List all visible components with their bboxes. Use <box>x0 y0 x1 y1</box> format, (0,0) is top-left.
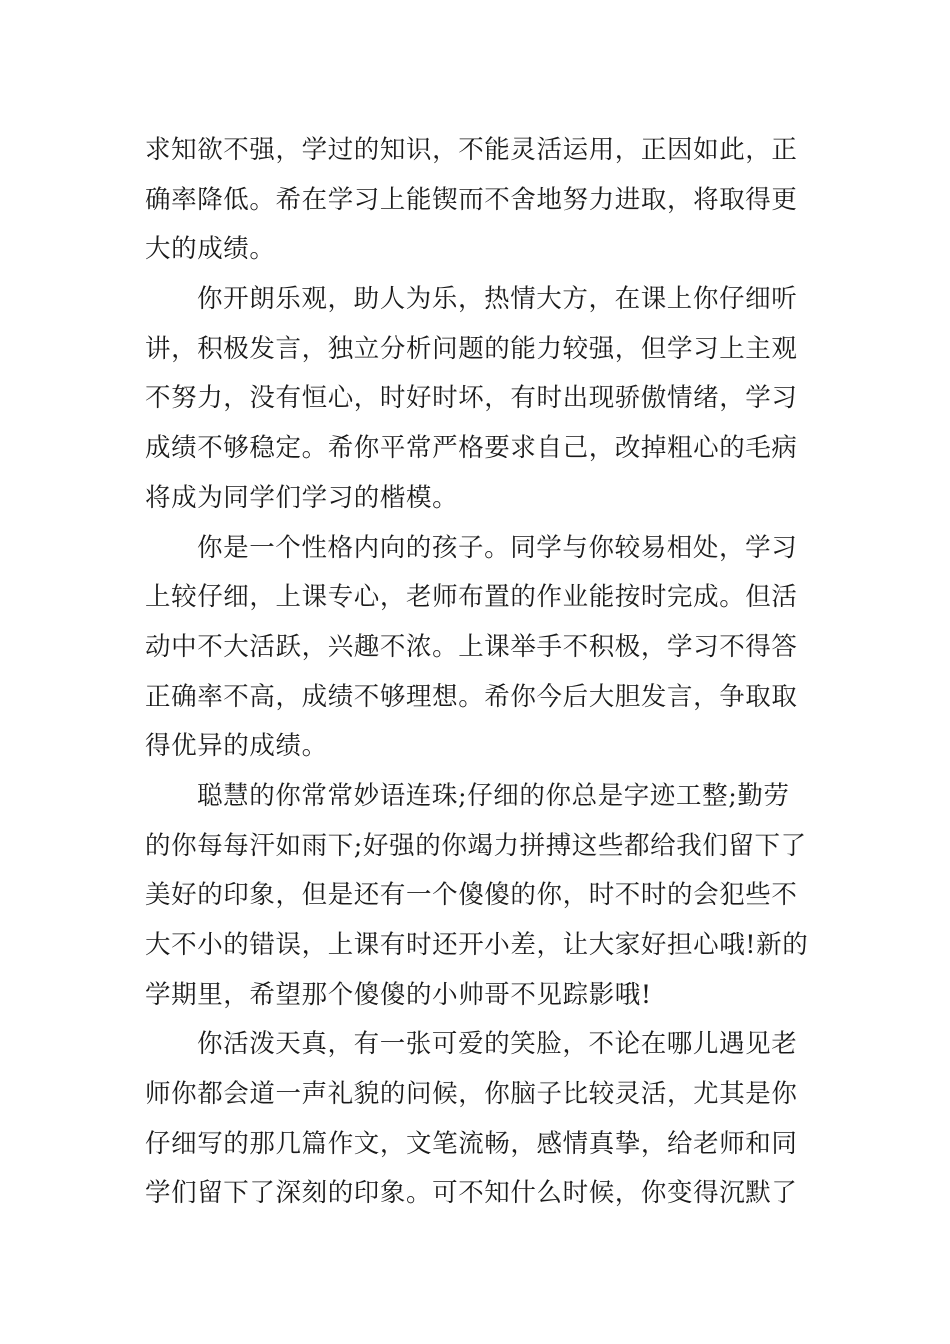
text-line: 仔细写的那几篇作文，文笔流畅，感情真挚，给老师和同 <box>145 1128 798 1159</box>
text-line: 你活泼天真，有一张可爱的笑脸，不论在哪儿遇见老 <box>197 1029 798 1060</box>
text-line: 正确率不高，成绩不够理想。希你今后大胆发言，争取取 <box>145 681 798 712</box>
text-line: 得优异的成绩。 <box>145 731 328 762</box>
text-line: 大不小的错误，上课有时还开小差，让大家好担心哦!新的 <box>145 930 809 960</box>
text-line: 不努力，没有恒心，时好时坏，有时出现骄傲情绪，学习 <box>145 383 798 414</box>
text-line: 学们留下了深刻的印象。可不知什么时候，你变得沉默了 <box>145 1178 798 1209</box>
document-body <box>145 126 807 1219</box>
text-line: 你开朗乐观，助人为乐，热情大方，在课上你仔细听 <box>197 284 798 315</box>
text-line: 确率降低。希在学习上能锲而不舍地努力进取，将取得更 <box>145 184 798 215</box>
text-line: 美好的印象，但是还有一个傻傻的你，时不时的会犯些不 <box>145 880 798 911</box>
text-line: 学期里，希望那个傻傻的小帅哥不见踪影哦! <box>145 979 652 1010</box>
text-line: 你是一个性格内向的孩子。同学与你较易相处，学习 <box>197 532 798 563</box>
text-line: 动中不大活跃，兴趣不浓。上课举手不积极，学习不得答 <box>145 631 798 662</box>
text-line: 成绩不够稳定。希你平常严格要求自己，改掉粗心的毛病 <box>145 433 798 464</box>
text-line: 上较仔细，上课专心，老师布置的作业能按时完成。但活 <box>145 582 798 613</box>
text-line: 聪慧的你常常妙语连珠;仔细的你总是字迹工整;勤劳 <box>197 780 790 811</box>
text-line: 将成为同学们学习的楷模。 <box>145 482 459 513</box>
text-line: 师你都会道一声礼貌的问候，你脑子比较灵活，尤其是你 <box>145 1079 798 1110</box>
text-line: 的你每每汗如雨下;好强的你竭力拼搏这些都给我们留下了 <box>145 830 807 861</box>
text-line: 讲，积极发言，独立分析问题的能力较强，但学习上主观 <box>145 333 798 364</box>
text-line: 求知欲不强，学过的知识，不能灵活运用，正因如此，正 <box>145 135 798 165</box>
text-line: 大的成绩。 <box>145 234 276 265</box>
